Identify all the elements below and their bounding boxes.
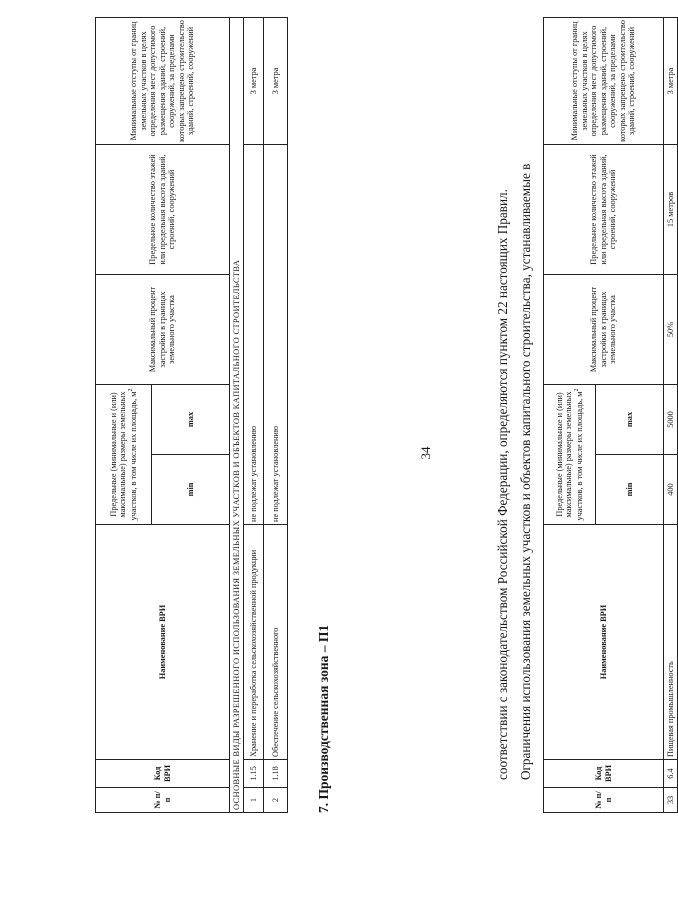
- cell-num: 1: [244, 788, 264, 813]
- cell-floors: 15 метров: [664, 144, 678, 274]
- header-floors: Предельное количество этажей или предельная высота зданий, строений, сооружений: [96, 144, 230, 274]
- header-floors: Предельное количество этажей или предельная высота зданий, строений, сооружений: [544, 144, 664, 274]
- header-size-sup: 2: [573, 388, 580, 392]
- section-heading: 7. Производственная зона – П1: [316, 624, 331, 813]
- header-percent: Максимальный процент застройки в границах земельного участка: [96, 274, 230, 384]
- header-num: № п/п: [96, 788, 230, 813]
- header-name: Наименование ВРИ: [96, 525, 230, 760]
- header-setbacks: Минимальные отступы от границ земельных участков в целях определения мест допустимого размещения зданий, строений, сооружений, за пределами которых запрещено строительство зданий, строений, сооружений: [544, 17, 664, 144]
- header-max: max: [152, 384, 230, 454]
- paragraph-line-2: соответствии с законодательством Российской Федерации, определяются пунктом 22 настоящих Правил.: [495, 189, 510, 780]
- cell-setback: 3 метра: [244, 17, 264, 144]
- cell-code: 1.18: [264, 760, 288, 788]
- cell-percent: 50%: [664, 274, 678, 384]
- table-top: [543, 17, 678, 813]
- cell-code: 6.4: [664, 760, 678, 788]
- header-code: Код ВРИ: [96, 760, 230, 788]
- header-min: min: [596, 455, 664, 525]
- cell-setback: 3 метра: [264, 17, 288, 144]
- header-size-group: [96, 384, 152, 524]
- header-size-sup: 2: [127, 388, 134, 392]
- cell-note: не подлежат установлению: [244, 144, 264, 524]
- cell-name: Хранение и переработка сельскохозяйственной продукции: [244, 525, 264, 760]
- cell-code: 1.15: [244, 760, 264, 788]
- cell-num: 2: [264, 788, 288, 813]
- header-num: № п/п: [544, 788, 664, 813]
- table-row: [664, 17, 678, 812]
- header-name: Наименование ВРИ: [544, 525, 664, 760]
- header-size-text: Предельные (минимальные и (или) максимальные) размеры земельных участков, в том числе их площадь, м: [554, 391, 584, 521]
- cell-max: 5000: [664, 384, 678, 454]
- header-percent: Максимальный процент застройки в границах земельного участка: [544, 274, 664, 384]
- cell-min: 400: [664, 455, 678, 525]
- header-setbacks: Минимальные отступы от границ земельных участков в целях определения мест допустимого размещения зданий, строений, сооружений, за пределами которых запрещено строительство зданий, строений, сооружений: [96, 17, 230, 144]
- cell-note: не подлежат установлению: [264, 144, 288, 524]
- section-row-main-uses: ОСНОВНЫЕ ВИДЫ РАЗРЕШЕННОГО ИСПОЛЬЗОВАНИЯ ЗЕМЕЛЬНЫХ УЧАСТКОВ И ОБЪЕКТОВ КАПИТАЛЬНОГО СТРОИТЕЛЬСТВА: [230, 17, 244, 812]
- table-row: [264, 17, 288, 812]
- header-min: min: [152, 455, 230, 525]
- table-row: [244, 17, 264, 812]
- cell-name: Пищевая промышленность: [664, 525, 678, 760]
- header-max: max: [596, 384, 664, 454]
- header-size-group: [544, 384, 596, 524]
- cell-setback: 3 метра: [664, 17, 678, 144]
- cell-name: Обеспечение сельскохозяйственного: [264, 525, 288, 760]
- table-bottom: [95, 17, 288, 813]
- header-code: Код ВРИ: [544, 760, 664, 788]
- header-size-text: Предельные (минимальные и (или) максимальные) размеры земельных участков, в том числе их площадь, м: [108, 391, 138, 521]
- page-number: 34: [418, 446, 433, 460]
- cell-num: 33: [664, 788, 678, 813]
- paragraph-line-1: Ограничения использования земельных участков и объектов капитального строительства, устанавливаемые в: [518, 163, 533, 780]
